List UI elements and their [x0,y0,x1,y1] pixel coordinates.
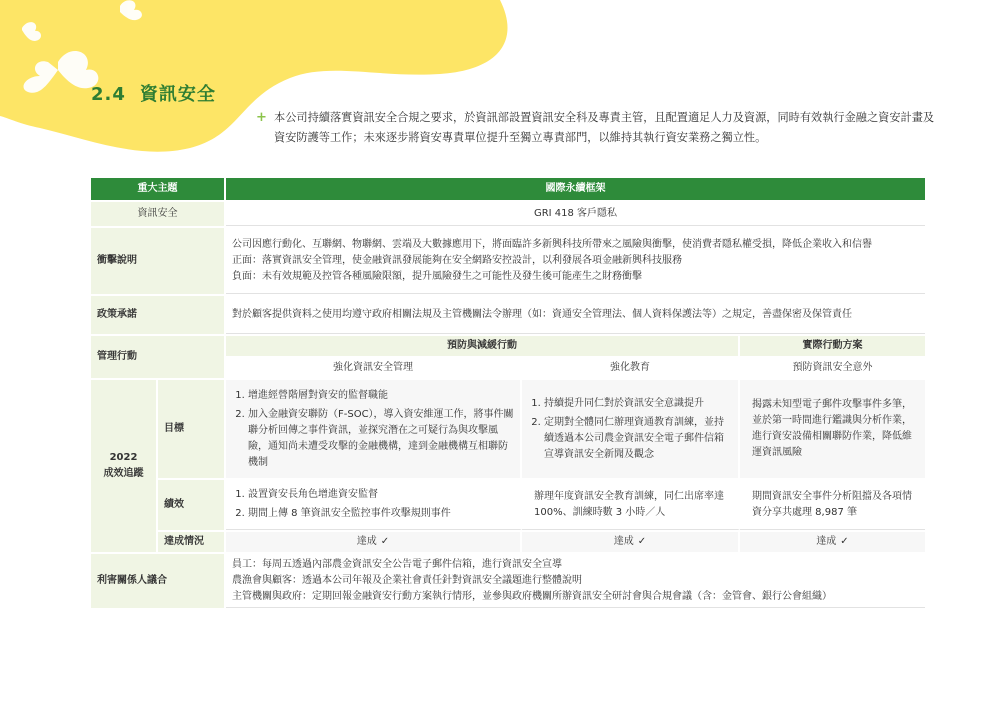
performance-security-mgmt [226,480,522,530]
status-security-mgmt [226,532,522,552]
status-text: 達成 [816,536,837,547]
tracking-label: 2022 成效追蹤 [91,380,158,552]
performance-label: 績效 [158,480,226,530]
list-item: 2. 定期對全體同仁辦理資通教育訓練，並持續透過本公司農金資訊安全電子郵件信箱宣導資訊安全新聞及觀念 [544,415,732,463]
plus-icon: + [256,110,267,125]
impact-row [91,228,925,294]
status-text: 達成 [613,536,634,547]
impact-label: 衝擊說明 [91,228,226,294]
action-group-prevention: 預防與減緩行動 [226,336,740,356]
stakeholder-text [226,554,925,608]
table-header-row [91,178,925,200]
section-title [91,80,216,106]
topic-label: 資訊安全 [91,202,226,226]
check-icon: ✓ [380,536,390,547]
action-col-education: 強化教育 [522,358,740,378]
action-col-security-mgmt: 強化資訊安全管理 [226,358,522,378]
section-title-text: 資訊安全 [139,84,216,105]
impact-line: 公司因應行動化、互聯網、物聯網、雲端及大數據應用下，將面臨許多新興科技所帶來之風險與衝擊，使消費者隱私權受損，降低企業收入和信譽 [232,238,872,250]
stakeholder-line: 主管機關與政府：定期回報金融資安行動方案執行情形，並參與政府機關所辦資訊安全研討會與合規會議（含：金管會、銀行公會組織） [232,590,832,602]
header-framework: 國際永續框架 [226,178,925,200]
policy-label: 政策承諾 [91,296,226,334]
action-col-prevent-incident: 預防資訊安全意外 [740,358,925,378]
list-item: 1. 增進經營階層對資安的監督職能 [248,388,514,404]
topic-row [91,202,925,226]
header-material-topic: 重大主題 [91,178,226,200]
stakeholder-row [91,554,925,608]
section-number: 2.4 [91,84,126,105]
list-item: 1. 持續提升同仁對於資訊安全意識提升 [544,396,732,412]
action-label: 管理行動 [91,336,226,378]
action-group-actual: 實際行動方案 [740,336,925,356]
impact-line: 正面：落實資訊安全管理，使金融資訊發展能夠在安全網路安控設計，以利發展各項金融新興科技服務 [232,254,682,266]
check-icon: ✓ [637,536,647,547]
status-education [522,532,740,552]
policy-row [91,296,925,334]
list-item: 2. 期間上傳 8 筆資訊安全監控事件攻擊規則事件 [248,506,514,522]
check-icon: ✓ [840,536,849,547]
material-topic-table [91,176,925,610]
impact-text [226,228,925,294]
target-education [522,380,740,478]
impact-line: 負面：未有效規範及控管各種風險限額，提升風險發生之可能性及發生後可能產生之財務衝擊 [232,270,642,282]
target-prevent-incident: 揭露未知型電子郵件攻擊事件多筆，並於第一時間進行鑑識與分析作業，進行資安設備相關聯防作業，降低維運資訊風險 [740,380,925,478]
performance-education: 辦理年度資訊安全教育訓練，同仁出席率達 100%、訓練時數 3 小時／人 [522,480,740,530]
list-item: 2. 加入金融資安聯防（F-SOC），導入資安維運工作，將事件關聯分析回傳之事件資訊，並探究潛在之可疑行為與攻擊風險，通知尚未遭受攻擊的金融機構，達到金融機構互相聯防機制 [248,407,514,471]
policy-text: 對於顧客提供資料之使用均遵守政府相關法規及主管機關法令辦理（如：資通安全管理法、個人資料保護法等）之規定，善盡保密及保管責任 [226,296,925,334]
status-label: 達成情況 [158,532,226,552]
status-text: 達成 [356,536,377,547]
stakeholder-line: 員工：每周五透過內部農金資訊安全公告電子郵件信箱，進行資訊安全宣導 [232,558,562,570]
performance-prevent-incident: 期間資訊安全事件分析阻擋及各項情資分享共處理 8,987 筆 [740,480,925,530]
target-label: 目標 [158,380,226,478]
status-prevent-incident [740,532,925,552]
stakeholder-line: 農漁會與顧客：透過本公司年報及企業社會責任針對資訊安全議題進行整體說明 [232,574,582,586]
stakeholder-label: 利害關係人議合 [91,554,226,608]
status-row [91,532,925,552]
target-security-mgmt [226,380,522,478]
intro-paragraph [258,108,938,148]
action-group-row [91,336,925,356]
target-row [91,380,925,478]
list-item: 1. 設置資安長角色增進資安監督 [248,487,514,503]
intro-text: 本公司持續落實資訊安全合規之要求，於資訊部設置資訊安全科及專責主管，且配置適足人力及資源，同時有效執行金融之資安計畫及資安防護等工作；未來逐步將資安專責單位提升至獨立專責部門，以維持其執行資安業務之獨立性。 [274,111,935,144]
performance-row [91,480,925,530]
framework-value: GRI 418 客戶隱私 [226,202,925,226]
